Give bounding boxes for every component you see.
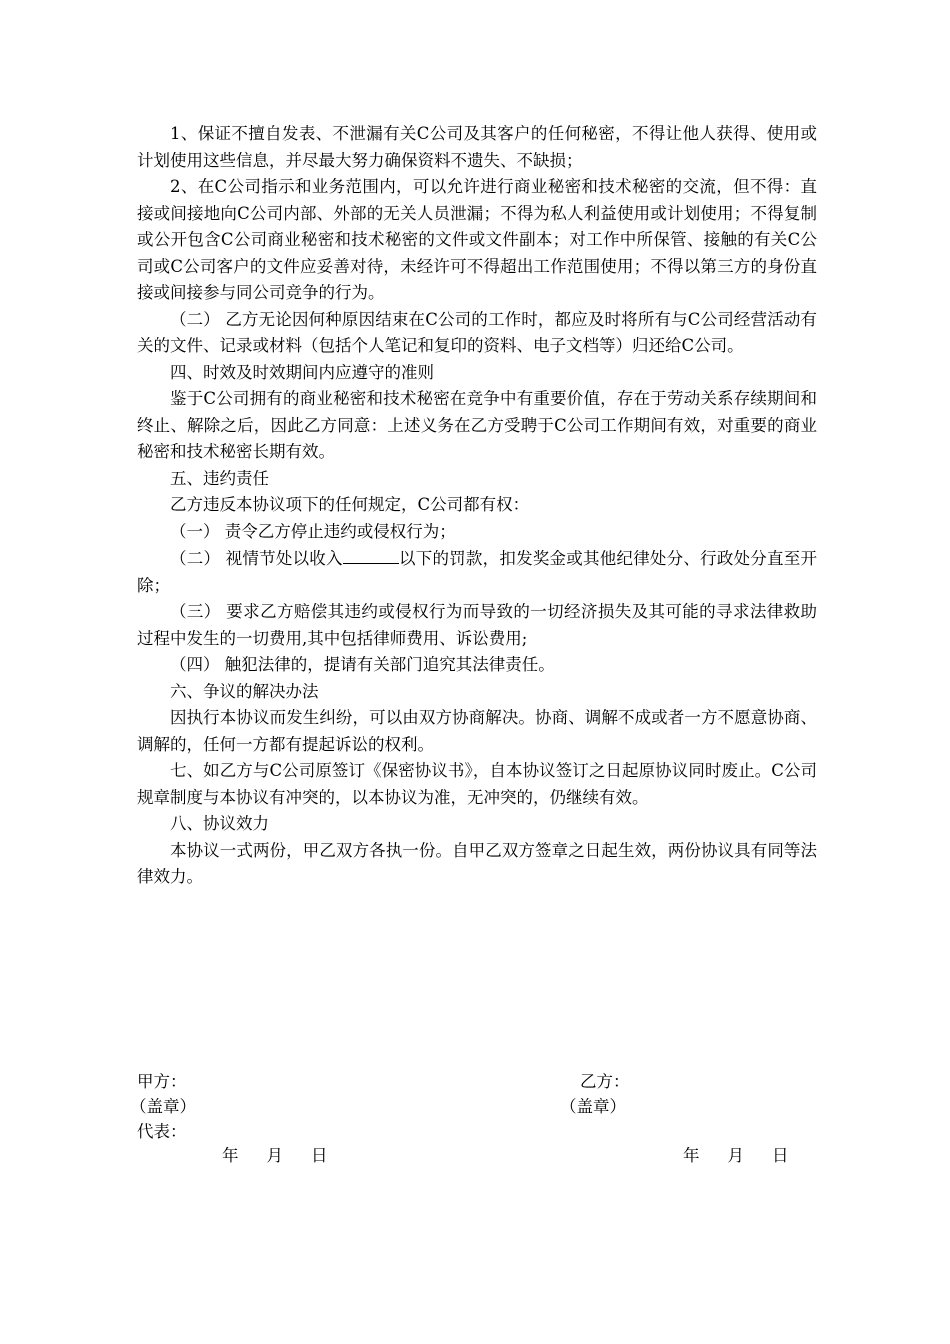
- day-label: 日: [772, 1146, 789, 1165]
- section-heading-liability: 五、违约责任: [170, 468, 269, 488]
- clause-effect: 本协议一式两份，甲乙双方各执一份。自甲乙双方签章之日起生效，两份协议具有同等法律效力。: [137, 840, 817, 886]
- party-a-seal: （盖章）: [130, 1097, 196, 1116]
- section-heading-effect: 八、协议效力: [170, 814, 269, 833]
- liability-item-2: [137, 545, 817, 599]
- clause-dispute: 因执行本协议而发生纠纷，可以由双方协商解决。协商、调解不成或者一方不愿意协商、调解的，任何一方都有提起诉讼的权利。: [137, 708, 817, 754]
- day-label: 日: [311, 1146, 328, 1165]
- year-label: 年: [222, 1146, 239, 1165]
- agreement-body: [137, 121, 817, 891]
- month-label: 月: [727, 1146, 744, 1165]
- clause-validity: 鉴于C公司拥有的商业秘密和技术秘密在竞争中有重要价值，存在于劳动关系存续期间和终止、解除之后，因此乙方同意：上述义务在乙方受聘于C公司工作期间有效，对重要的商业秘密和技术秘密长期有效。: [137, 389, 817, 461]
- month-label: 月: [266, 1146, 283, 1165]
- liability-item-4: （四） 触犯法律的，提请有关部门追究其法律责任。: [170, 655, 555, 674]
- party-b-seal: （盖章）: [560, 1097, 626, 1116]
- party-b-label: 乙方：: [580, 1072, 630, 1091]
- party-a-date: [222, 1144, 356, 1168]
- party-b-date: [683, 1144, 817, 1168]
- section-heading-validity: 四、时效及时效期间内应遵守的准则: [170, 362, 434, 382]
- liability-item-3: （三） 要求乙方赔偿其违约或侵权行为而导致的一切经济损失及其可能的寻求法律救助过程中发生的一切费用,其中包括律师费用、诉讼费用;: [137, 602, 817, 648]
- clause-liability-intro: 乙方违反本协议项下的任何规定，C公司都有权：: [170, 495, 530, 514]
- clause-1: 1、保证不擅自发表、不泄漏有关C公司及其客户的任何秘密，不得让他人获得、使用或计划使用这些信息，并尽最大努力确保资料不遗失、不缺损；: [137, 124, 817, 170]
- clause-2: 2、在C公司指示和业务范围内，可以允许进行商业秘密和技术秘密的交流，但不得：直接或间接地向C公司内部、外部的无关人员泄漏；不得为私人利益使用或计划使用；不得复制或公开包含C公司商业秘密和技术秘密的文件或文件副本；对工作中所保管、接触的有关C公司或C公司客户的文件应妥善对待，未经许可不得超出工作范围使用；不得以第三方的身份直接或间接参与同公司竞争的行为。: [137, 177, 817, 302]
- liability-item-2-start: （二） 视情节处以收入: [170, 549, 343, 568]
- year-label: 年: [683, 1146, 700, 1165]
- clause-return-materials: （二） 乙方无论因何种原因结束在C公司的工作时，都应及时将所有与C公司经营活动有关的文件、记录或材料（包括个人笔记和复印的资料、电子文档等）归还给C公司。: [137, 309, 817, 355]
- fine-amount-blank: [343, 545, 399, 564]
- clause-supersede: 七、如乙方与C公司原签订《保密协议书》，自本协议签订之日起原协议同时废止。C公司规章制度与本协议有冲突的，以本协议为准，无冲突的，仍继续有效。: [137, 761, 817, 807]
- representative-label: 代表：: [137, 1122, 187, 1141]
- section-heading-dispute: 六、争议的解决办法: [170, 681, 319, 701]
- party-a-label: 甲方：: [137, 1072, 187, 1091]
- liability-item-2-end: 以下的罚款，扣发奖金或其他纪律处分、行政处分直至开除；: [137, 549, 817, 595]
- liability-item-1: （一） 责令乙方停止违约或侵权行为；: [170, 521, 456, 541]
